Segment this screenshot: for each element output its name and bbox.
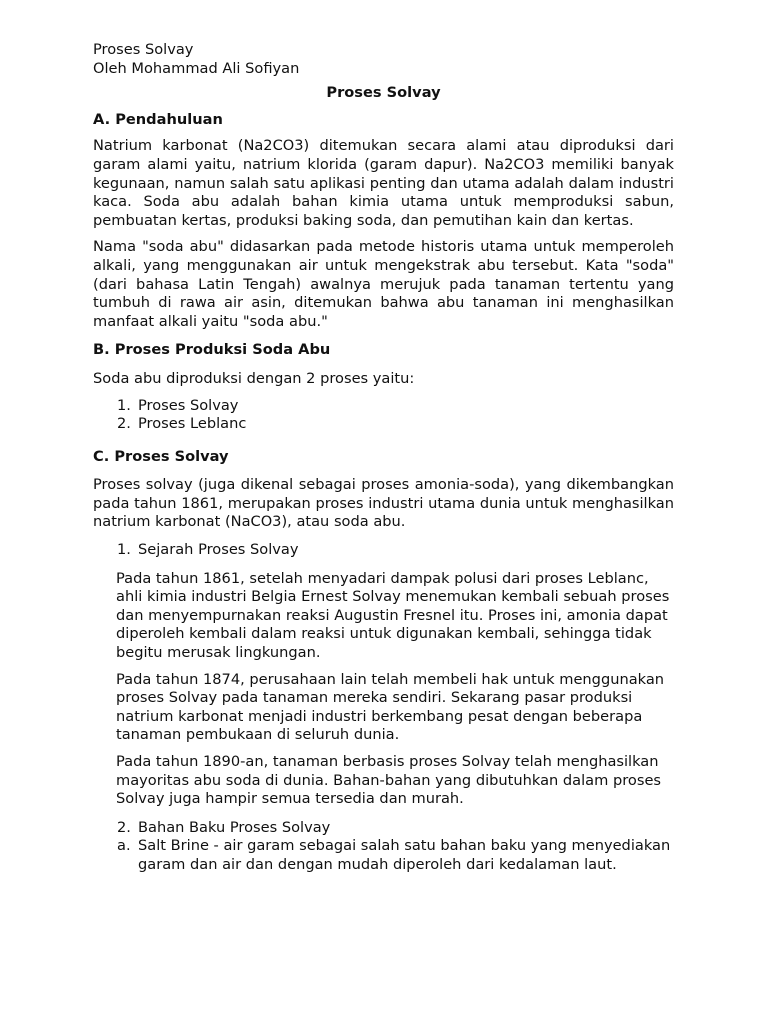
history-paragraph-2: Pada tahun 1874, perusahaan lain telah membeli hak untuk menggunakan proses Solvay pada tanaman mereka sendiri. Sekarang pasar produksi natrium karbonat menjadi industri berkembang pesat dengan beberapa tanaman pembukaan di seluruh dunia.: [116, 670, 665, 744]
section-a-paragraph-2: Nama "soda abu" didasarkan pada metode historis utama untuk memperoleh alkali, yang menggunakan air untuk mengekstrak abu tersebut. Kata "soda" (dari bahasa Latin Tengah) awalnya merujuk pada tanaman tertentu yang tumbuh di rawa air asin, ditemukan bahwa abu tanaman ini menghasilkan manfaat alkali yaitu "soda abu.": [93, 238, 674, 330]
history-paragraph-3: Pada tahun 1890-an, tanaman berbasis proses Solvay telah menghasilkan mayoritas abu soda di dunia. Bahan-bahan yang dibutuhkan dalam proses Solvay juga hampir semua tersedia dan murah.: [116, 753, 662, 808]
subsection-1-heading: 1. Sejarah Proses Solvay: [117, 541, 299, 559]
section-b-intro: Soda abu diproduksi dengan 2 proses yaitu:: [93, 369, 415, 387]
history-paragraph-1: Pada tahun 1861, setelah menyadari dampak polusi dari proses Leblanc, ahli kimia industri Belgia Ernest Solvay menemukan kembali sebuah proses dan menyempurnakan reaksi Augustin Fresnel itu. Proses ini, amonia dapat diperoleh kembali dalam reaksi untuk digunakan kembali, sehingga tidak begitu merusak lingkungan.: [116, 569, 670, 662]
list-item: 2. Proses Leblanc: [117, 415, 247, 433]
list-item: 1. Proses Solvay: [117, 396, 239, 414]
document-title: Proses Solvay: [326, 84, 441, 102]
section-b-heading: B. Proses Produksi Soda Abu: [93, 341, 331, 359]
header-title: Proses Solvay: [93, 41, 194, 58]
section-c-intro: Proses solvay (juga dikenal sebagai proses amonia-soda), yang dikembangkan pada tahun 1861, merupakan proses industri utama dunia untuk menghasilkan natrium karbonat (NaCO3), atau soda abu.: [93, 476, 674, 531]
section-a-paragraph-1: Natrium karbonat (Na2CO3) ditemukan secara alami atau diproduksi dari garam alami yaitu, natrium klorida (garam dapur). Na2CO3 memiliki banyak kegunaan, namun salah satu aplikasi penting dan utama adalah dalam industri kaca. Soda abu adalah bahan kimia utama untuk memproduksi sabun, pembuatan kertas, produksi baking soda, dan pemutihan kain dan kertas.: [93, 137, 674, 229]
section-a-heading: A. Pendahuluan: [93, 110, 223, 128]
raw-material-item: a. Salt Brine - air garam sebagai salah satu bahan baku yang menyediakan garam dan air dan dengan mudah diperoleh dari kedalaman laut.: [117, 837, 671, 873]
production-process-list: [93, 397, 674, 434]
section-c-heading: C. Proses Solvay: [93, 447, 229, 465]
header-author: Oleh Mohammad Ali Sofiyan: [93, 59, 300, 77]
subsection-2-heading: 2. Bahan Baku Proses Solvay: [117, 818, 331, 836]
